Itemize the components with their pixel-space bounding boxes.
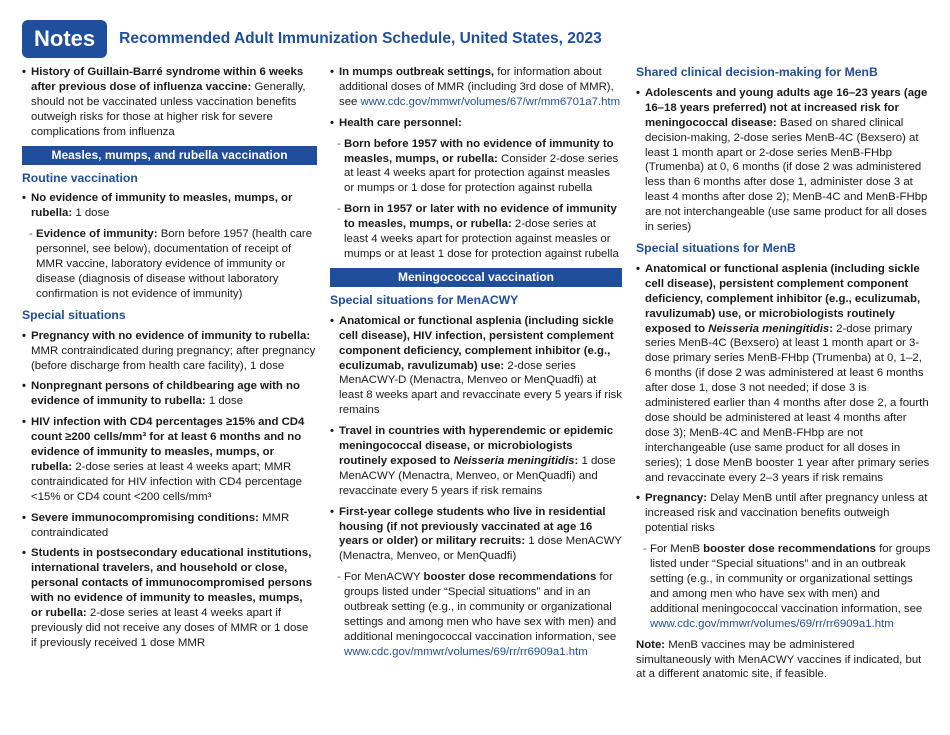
list-item: • No evidence of immunity to measles, mumps, or rubella: 1 dose — [22, 191, 317, 221]
notes-badge: Notes — [22, 20, 107, 58]
list-item: • Nonpregnant persons of childbearing age with no evidence of immunity to rubella: 1 dose — [22, 379, 317, 409]
mmr-section-bar: Measles, mumps, and rubella vaccination — [22, 146, 317, 165]
mmwr-link[interactable]: www.cdc.gov/mmwr/volumes/69/rr/rr6909a1.htm — [650, 617, 894, 630]
list-item: • Travel in countries with hyperendemic or epidemic meningococcal disease, or microbiologists routinely exposed to Neisseria meningitidis: 1 dose MenACWY (Menactra, Menveo, or MenQuadfi) and revaccinate every 5 years if risk remains — [330, 424, 622, 499]
menb-special-heading: Special situations for MenB — [636, 240, 796, 255]
list-item: • Adolescents and young adults age 16–23 years (age 16–18 years preferred) not at increased risk for meningococcal disease: Based on shared clinical decision-making, 2-dose series MenB-4C (Bexsero) at least 1 month apart or 2-dose series MenB-FHbp (Trumenba) at 0, 6 months (if dose 2 was administered less than 6 months after dose 1, administer dose 3 at least 4 months after dose 2); MenB-4C and MenB-FHbp are not interchangeable (use same product for all doses in series) — [636, 86, 931, 235]
list-subitem: - Born in 1957 or later with no evidence of immunity to measles, mumps, or rubella: 2-dose series at least 4 weeks apart for protection against measles or mumps or at least 1 dose for protection against rubella — [330, 202, 622, 262]
list-subitem: - Born before 1957 with no evidence of immunity to measles, mumps, or rubella: Consider 2-dose series at least 4 weeks apart for protection against measles or mumps or 1 dose for protection against rubella — [330, 137, 622, 197]
menb-note: Note: MenB vaccines may be administered simultaneously with MenACWY vaccines if indicated, but at a different anatomic site, if feasible. — [636, 638, 922, 681]
special-situations-heading: Special situations — [22, 307, 126, 322]
meningococcal-section-bar: Meningococcal vaccination — [330, 268, 622, 287]
list-item: • Health care personnel: — [330, 116, 622, 131]
list-subitem: - For MenB booster dose recommendations for groups listed under “Special situations” and in an outbreak setting (e.g., in community or organizational settings and among men who have sex with men) and additional meningococcal vaccination information, see www.cdc.gov/mmwr/volumes/69/rr/rr6909a1.htm — [636, 542, 931, 631]
document-title: Recommended Adult Immunization Schedule, United States, 2023 — [119, 29, 602, 47]
menb-shared-heading: Shared clinical decision-making for MenB — [636, 65, 878, 79]
list-item: • Pregnancy with no evidence of immunity to rubella: MMR contraindicated during pregnancy; after pregnancy (before discharge from health care facility), 1 dose — [22, 329, 317, 374]
column-3 — [636, 65, 931, 682]
mmwr-link[interactable]: www.cdc.gov/mmwr/volumes/69/rr/rr6909a1.htm — [344, 645, 588, 658]
list-item: • HIV infection with CD4 percentages ≥15% and CD4 count ≥200 cells/mm³ for at least 6 months and no evidence of immunity to measles, mumps, or rubella: 2-dose series at least 4 weeks apart; MMR contraindicated for HIV infection with CD4 percentage <15% or CD4 count <200 cells/mm³ — [22, 415, 317, 504]
list-item: • First-year college students who live in residential housing (if not previously vaccinated at age 16 years or older) or military recruits: 1 dose MenACWY (Menactra, Menveo, or MenQuadfi) — [330, 505, 622, 565]
list-item: • Students in postsecondary educational institutions, international travelers, and household or close, personal contacts of immunocompromised persons with no evidence of immunity to measles, mumps, or rubella: 2-dose series at least 4 weeks apart if previously did not receive any doses of MMR or 1 dose if previously received 1 dose MMR — [22, 546, 317, 650]
list-subitem: - For MenACWY booster dose recommendations for groups listed under “Special situations” and in an outbreak setting (e.g., in community or organizational settings and among men who have sex with men) and additional meningococcal vaccination information, see www.cdc.gov/mmwr/volumes/69/rr/rr6909a1.htm — [330, 570, 622, 659]
column-2 — [330, 65, 622, 666]
list-item: • Anatomical or functional asplenia (including sickle cell disease), HIV infection, persistent complement component deficiency, complement inhibitor (e.g., eculizumab, ravulizumab) use: 2-dose series MenACWY-D (Menactra, Menveo or MenQuadfi) at least 8 weeks apart and revaccinate every 5 years if risk remains — [330, 314, 622, 418]
page-header — [22, 20, 602, 58]
gbs-note: • History of Guillain-Barré syndrome within 6 weeks after previous dose of influenza vaccine: Generally, should not be vaccinated unless vaccination benefits outweigh risks for those at higher risk for severe complications from influenza — [22, 65, 317, 140]
list-item: • Pregnancy: Delay MenB until after pregnancy unless at increased risk and vaccination benefits outweigh potential risks — [636, 491, 931, 536]
list-item: • Severe immunocompromising conditions: MMR contraindicated — [22, 511, 317, 541]
menacwy-special-heading: Special situations for MenACWY — [330, 292, 519, 307]
list-item: • In mumps outbreak settings, for information about additional doses of MMR (including 3rd dose of MMR), see www.cdc.gov/mmwr/volumes/67/wr/mm6701a7.htm — [330, 65, 622, 110]
list-subitem: - Evidence of immunity: Born before 1957 (health care personnel, see below), documentation of receipt of MMR vaccine, laboratory evidence of immunity or disease (diagnosis of disease without laboratory confirmation is not evidence of immunity) — [22, 227, 317, 302]
mmwr-link[interactable]: www.cdc.gov/mmwr/volumes/67/wr/mm6701a7.htm — [360, 95, 621, 108]
list-item: • Anatomical or functional asplenia (including sickle cell disease), persistent complement component deficiency, complement inhibitor (e.g., eculizumab, ravulizumab) use, or microbiologists routinely exposed to Neisseria meningitidis: 2-dose primary series MenB-4C (Bexsero) at least 1 month apart or 3-dose primary series MenB-FHbp (Trumenba) at 0, 1–2, 6 months (if dose 2 was administered at least 6 months after dose 1, dose 3 not needed; if dose 3 is administered earlier than 4 months after dose 2, a fourth dose should be administered at least 4 months after dose 3); MenB-4C and MenB-FHbp are not interchangeable (use same product for all doses in series); 1 dose MenB booster 1 year after primary series and revaccinate every 2–3 years if risk remains — [636, 262, 931, 486]
column-1 — [22, 65, 317, 657]
routine-vaccination-heading: Routine vaccination — [22, 170, 138, 185]
